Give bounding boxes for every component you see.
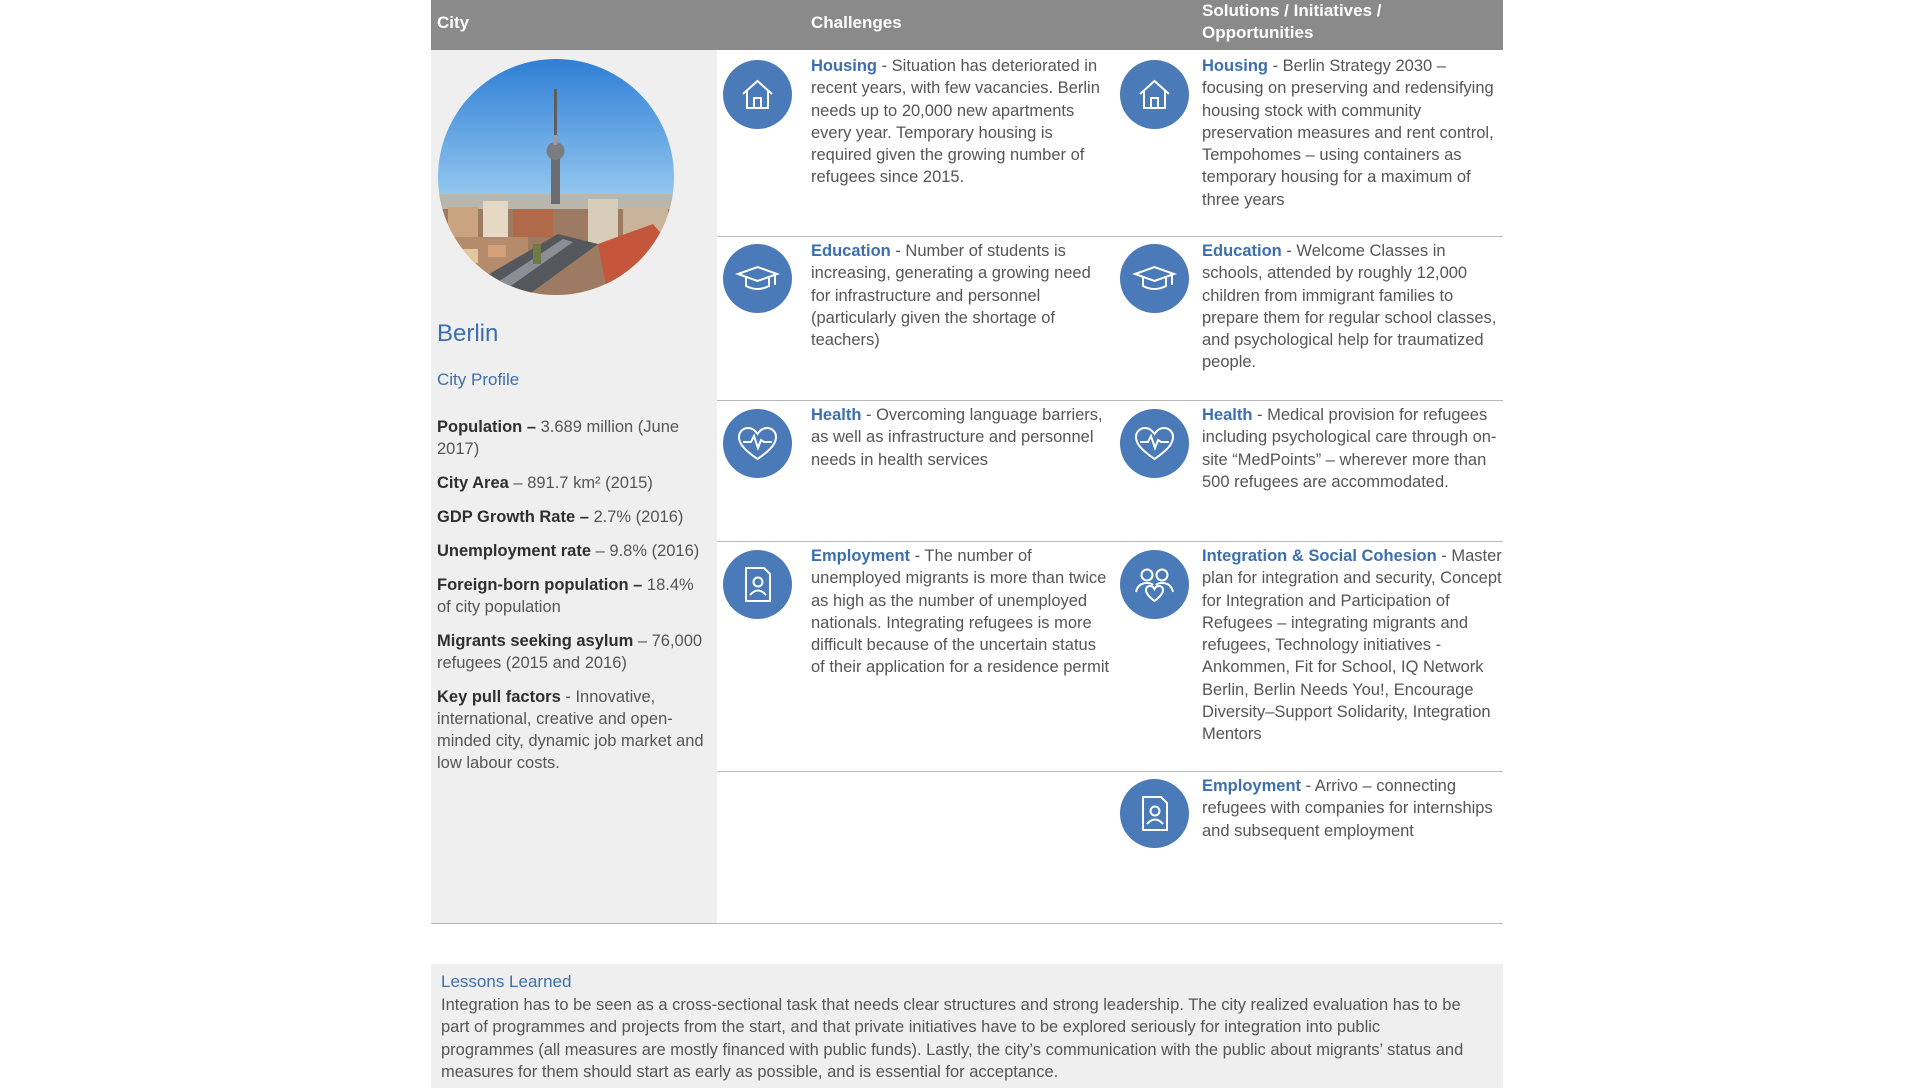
- lessons-text: Integration has to be seen as a cross-sectional task that needs clear structures and strong leadership. The city realized evaluation has to be part of programmes and projects from the start, and that private initiatives have to be explored seriously for integration into public programmes (all measures are mostly financed with public funds). Lastly, the city’s communication with the public about migrants’ status and measures for them should start as early as possible, and is essential for acceptance.: [441, 996, 1464, 1081]
- city-name: Berlin: [437, 320, 499, 347]
- solution-employment: [1202, 775, 1502, 842]
- challenge-title: Employment: [811, 547, 911, 565]
- graduation-cap-icon: [1120, 244, 1189, 313]
- row-divider: [717, 771, 1503, 772]
- heart-pulse-icon: [723, 409, 792, 478]
- heart-pulse-icon: [1120, 409, 1189, 478]
- house-icon: [723, 60, 792, 129]
- challenge-text: - Overcoming language barriers, as well as infrastructure and personnel needs in health services: [811, 406, 1103, 469]
- fact-gdp-growth: [437, 506, 712, 528]
- fact-value: 2.7% (2016): [588, 508, 684, 526]
- solution-text: - Arrivo – connecting refugees with companies for internships and subsequent employment: [1202, 777, 1493, 840]
- header-solutions: Solutions / Initiatives / Opportunities: [1202, 1, 1382, 42]
- challenge-health: [811, 404, 1111, 471]
- fact-label: Key pull factors: [437, 688, 561, 706]
- solution-text: - Medical provision for refugees including psychological care through on-site “MedPoints” – wherever more than 500 refugees are accommodated.: [1202, 406, 1497, 491]
- berlin-skyline-photo: [438, 59, 674, 295]
- fact-value: 3.689 million (June 2017): [437, 418, 680, 458]
- solution-integration: [1202, 545, 1502, 746]
- fact-city-area: [437, 472, 712, 494]
- challenge-employment: [811, 545, 1111, 679]
- table-bottom-rule: [431, 923, 1503, 924]
- row-divider: [717, 400, 1503, 401]
- solution-health: [1202, 404, 1502, 493]
- fact-asylum-seekers: [437, 630, 712, 674]
- table-header: [431, 0, 1503, 50]
- challenge-text: - The number of unemployed migrants is more than twice as high as the number of unemployed nationals. Integrating refugees is more difficult because of the uncertain status of their application for a residence permit: [811, 547, 1110, 677]
- fact-value: – 891.7 km² (2015): [508, 474, 653, 492]
- fact-label: GDP Growth Rate –: [437, 508, 589, 526]
- solution-title: Employment: [1202, 777, 1302, 795]
- challenge-education: [811, 240, 1111, 351]
- id-badge-icon: [723, 550, 792, 619]
- id-badge-icon: [1120, 779, 1189, 848]
- solution-housing: [1202, 55, 1502, 211]
- solution-title: Housing: [1202, 57, 1268, 75]
- fact-value: - Innovative, international, creative and open-minded city, dynamic job market and low labour costs.: [437, 688, 704, 772]
- fact-label: City Area: [437, 474, 509, 492]
- row-divider: [717, 236, 1503, 237]
- solution-text: - Welcome Classes in schools, attended by roughly 12,000 children from immigrant families to prepare them for regular school classes, and psychological help for traumatized people.: [1202, 242, 1497, 372]
- solution-title: Integration & Social Cohesion: [1202, 547, 1437, 565]
- skyline-image: [438, 59, 674, 295]
- people-heart-icon: [1120, 550, 1189, 619]
- solution-title: Education: [1202, 242, 1282, 260]
- fact-label: Population –: [437, 418, 536, 436]
- header-challenges: Challenges: [811, 13, 902, 32]
- lessons-title: Lessons Learned: [441, 972, 572, 991]
- city-column: [431, 50, 717, 923]
- challenge-text: - Number of students is increasing, generating a growing need for infrastructure and personnel (particularly given the shortage of teachers): [811, 242, 1091, 350]
- city-profile-title: City Profile: [437, 370, 520, 389]
- solution-education: [1202, 240, 1502, 374]
- challenge-title: Health: [811, 406, 862, 424]
- challenge-text: - Situation has deteriorated in recent years, with few vacancies. Berlin needs up to 20,000 new apartments every year. Temporary housing is required given the growing number of refugees since 2015.: [811, 57, 1100, 187]
- graduation-cap-icon: [723, 244, 792, 313]
- solution-text: - Master plan for integration and security, Concept for Integration and Participation of Refugees – integrating migrants and refugees, Technology initiatives - Ankommen, Fit for School, IQ Network Berlin, Berlin Needs You!, Encourage Diversity–Support Solidarity, Integration Mentors: [1202, 547, 1502, 744]
- fact-label: Unemployment rate: [437, 542, 592, 560]
- challenge-title: Education: [811, 242, 891, 260]
- fact-pull-factors: [437, 686, 712, 774]
- fact-value: – 9.8% (2016): [591, 542, 700, 560]
- challenge-housing: [811, 55, 1111, 189]
- fact-label: Migrants seeking asylum: [437, 632, 634, 650]
- challenge-title: Housing: [811, 57, 877, 75]
- solution-title: Health: [1202, 406, 1253, 424]
- row-divider: [717, 541, 1503, 542]
- fact-value: – 76,000 refugees (2015 and 2016): [437, 632, 703, 672]
- header-city: City: [437, 13, 470, 32]
- fact-foreign-born: [437, 574, 712, 618]
- fact-population: [437, 416, 712, 460]
- fact-value: 18.4% of city population: [437, 576, 694, 616]
- fact-unemployment: [437, 540, 712, 562]
- city-facts: [437, 416, 712, 786]
- solution-text: - Berlin Strategy 2030 – focusing on preserving and redensifying housing stock with community preservation measures and rent control, Tempohomes – using containers as temporary housing for a maximum of three years: [1202, 57, 1494, 209]
- house-icon: [1120, 60, 1189, 129]
- fact-label: Foreign-born population –: [437, 576, 643, 594]
- lessons-learned-box: [431, 964, 1503, 1088]
